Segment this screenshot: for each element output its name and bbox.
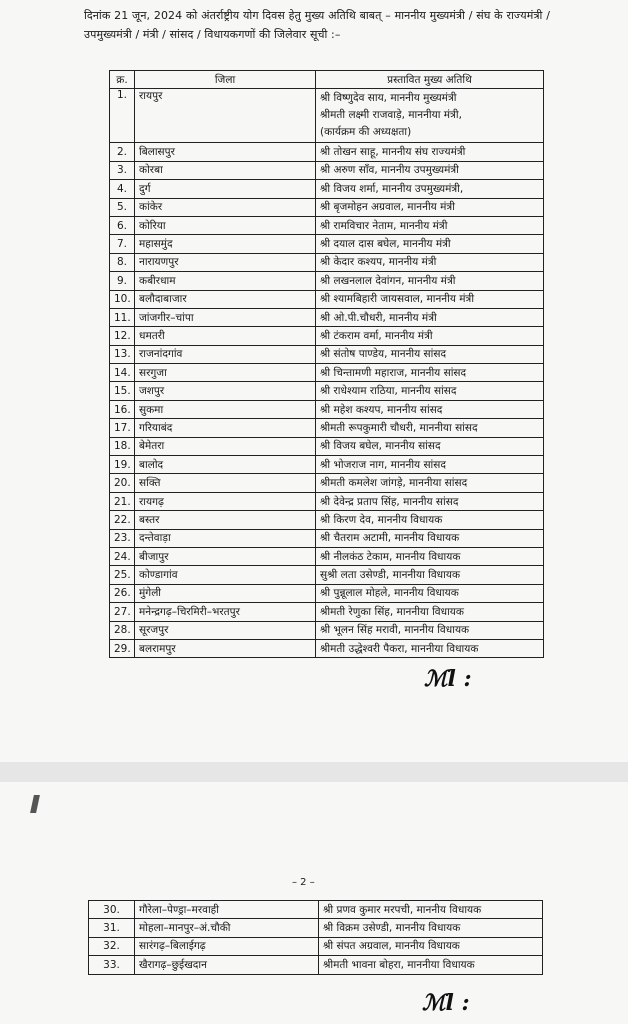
cell-district: कोण्डागांव [135, 566, 316, 584]
cell-sno: 30. [89, 901, 135, 919]
table-row [110, 180, 544, 198]
cell-guest: श्री पुन्नूलाल मोहले, माननीय विधायक [316, 584, 544, 602]
signature-1: ℳl : [424, 666, 472, 692]
district-guest-table [109, 70, 544, 658]
cell-sno: 22. [110, 511, 135, 529]
cell-district: सक्ति [135, 474, 316, 492]
cell-guest: श्री देवेन्द्र प्रताप सिंह, माननीय सांसद [316, 492, 544, 510]
cell-guest: श्री बृजमोहन अग्रवाल, माननीय मंत्री [316, 198, 544, 216]
cell-guest: श्री चैतराम अटामी, माननीय विधायक [316, 529, 544, 547]
table-row [110, 437, 544, 455]
cell-district: सरगुजा [135, 364, 316, 382]
table-header-row [110, 71, 544, 89]
table-row [89, 919, 543, 937]
table-row [110, 456, 544, 474]
table-row [110, 345, 544, 363]
cell-guest: श्री भोजराज नाग, माननीय सांसद [316, 456, 544, 474]
table-row [110, 327, 544, 345]
cell-guest: श्री प्रणव कुमार मरपची, माननीय विधायक [319, 901, 543, 919]
table-row [110, 216, 544, 234]
cell-sno: 10. [110, 290, 135, 308]
cell-sno: 5. [110, 198, 135, 216]
cell-district: रायपुर [135, 89, 316, 143]
cell-sno: 4. [110, 180, 135, 198]
cell-sno: 25. [110, 566, 135, 584]
cell-guest: श्री विक्रम उसेण्डी, माननीय विधायक [319, 919, 543, 937]
table-row [110, 547, 544, 565]
table-row [110, 492, 544, 510]
cell-sno: 8. [110, 253, 135, 271]
cell-guest [316, 89, 544, 143]
table-row [110, 621, 544, 639]
cell-district: कांकेर [135, 198, 316, 216]
cell-guest: श्री संतोष पाण्डेय, माननीय सांसद [316, 345, 544, 363]
cell-sno: 24. [110, 547, 135, 565]
table-row [110, 143, 544, 161]
cell-district: सूरजपुर [135, 621, 316, 639]
cell-guest: श्री विजय बघेल, माननीय सांसद [316, 437, 544, 455]
table-row [110, 89, 544, 143]
cell-sno: 11. [110, 308, 135, 326]
cell-sno: 7. [110, 235, 135, 253]
table-row [110, 272, 544, 290]
cell-district: राजनांदगांव [135, 345, 316, 363]
cell-district: दुर्ग [135, 180, 316, 198]
cell-guest: श्री लखनलाल देवांगन, माननीय मंत्री [316, 272, 544, 290]
header-district: जिला [135, 71, 316, 89]
cell-district: कोरबा [135, 161, 316, 179]
table-row [110, 253, 544, 271]
guest-line: श्रीमती लक्ष्मी राजवाड़े, माननीया मंत्री, [320, 109, 462, 122]
cell-district: मोहला–मानपुर–अं.चौकी [135, 919, 319, 937]
cell-guest: श्री नीलकंठ टेकाम, माननीय विधायक [316, 547, 544, 565]
table-row [110, 584, 544, 602]
cell-sno: 33. [89, 956, 135, 974]
cell-sno: 1. [110, 89, 135, 143]
cell-district: दन्तेवाड़ा [135, 529, 316, 547]
cell-sno: 18. [110, 437, 135, 455]
cell-sno: 13. [110, 345, 135, 363]
cell-guest: श्री चिन्तामणी महाराज, माननीय सांसद [316, 364, 544, 382]
cell-district: गौरेला–पेण्ड्रा–मरवाही [135, 901, 319, 919]
cell-guest: श्रीमती उद्धेश्वरी पैकरा, माननीया विधायक [316, 639, 544, 657]
cell-sno: 15. [110, 382, 135, 400]
cell-district: गरियाबंद [135, 419, 316, 437]
cell-guest: श्री संपत अग्रवाल, माननीय विधायक [319, 937, 543, 955]
table-row [110, 382, 544, 400]
cell-sno: 23. [110, 529, 135, 547]
cell-district: खैरागढ़–छुईखदान [135, 956, 319, 974]
table-row [110, 474, 544, 492]
table-row [110, 603, 544, 621]
guest-line: श्री विष्णुदेव साय, माननीय मुख्यमंत्री [320, 92, 457, 105]
table-row [110, 529, 544, 547]
cell-guest: श्री रामविचार नेताम, माननीय मंत्री [316, 216, 544, 234]
guest-line: (कार्यक्रम की अध्यक्षता) [320, 126, 412, 139]
table-row [110, 235, 544, 253]
cell-district: मुंगेली [135, 584, 316, 602]
cell-sno: 16. [110, 400, 135, 418]
cell-district: सारंगढ़–बिलाईगढ़ [135, 937, 319, 955]
cell-district: बलौदाबाजार [135, 290, 316, 308]
cell-sno: 14. [110, 364, 135, 382]
cell-district: रायगढ़ [135, 492, 316, 510]
cell-guest: श्री राधेश्याम राठिया, माननीय सांसद [316, 382, 544, 400]
cell-district: बिलासपुर [135, 143, 316, 161]
cell-guest: सुश्री लता उसेण्डी, माननीया विधायक [316, 566, 544, 584]
cell-sno: 2. [110, 143, 135, 161]
cell-guest: श्री महेश कश्यप, माननीय सांसद [316, 400, 544, 418]
table-row [110, 161, 544, 179]
cell-sno: 3. [110, 161, 135, 179]
cell-sno: 32. [89, 937, 135, 955]
cell-guest: श्रीमती रेणुका सिंह, माननीया विधायक [316, 603, 544, 621]
table-row [110, 364, 544, 382]
cell-sno: 31. [89, 919, 135, 937]
cell-sno: 9. [110, 272, 135, 290]
cell-guest: श्री किरण देव, माननीय विधायक [316, 511, 544, 529]
cell-district: जांजगीर–चांपा [135, 308, 316, 326]
cell-guest: श्री अरुण साँव, माननीय उपमुख्यमंत्री [316, 161, 544, 179]
intro-paragraph: दिनांक 21 जून, 2024 को अंतर्राष्ट्रीय योग दिवस हेतु मुख्य अतिथि बाबत् – माननीय मुख्यमंत्री / संघ के राज्यमंत्री / उपमुख्यमंत्री / मंत्री / सांसद / विधायकगणों की जिलेवार सूची :– [84, 9, 550, 41]
cell-district: महासमुंद [135, 235, 316, 253]
cell-district: कबीरधाम [135, 272, 316, 290]
district-guest-table-2 [88, 900, 543, 975]
cell-sno: 19. [110, 456, 135, 474]
cell-guest: श्रीमती भावना बोहरा, माननीया विधायक [319, 956, 543, 974]
table-row [110, 290, 544, 308]
cell-guest: श्री केदार कश्यप, माननीय मंत्री [316, 253, 544, 271]
page-gap [0, 762, 628, 782]
cell-district: जशपुर [135, 382, 316, 400]
cell-district: धमतरी [135, 327, 316, 345]
table-row [110, 400, 544, 418]
cell-guest: श्री टंकराम वर्मा, माननीय मंत्री [316, 327, 544, 345]
cell-guest: श्री श्यामबिहारी जायसवाल, माननीय मंत्री [316, 290, 544, 308]
header-guest: प्रस्तावित मुख्य अतिथि [316, 71, 544, 89]
cell-district: बेमेतरा [135, 437, 316, 455]
cell-sno: 12. [110, 327, 135, 345]
cell-guest: श्री दयाल दास बघेल, माननीय मंत्री [316, 235, 544, 253]
table-row [110, 511, 544, 529]
cell-sno: 26. [110, 584, 135, 602]
table-row [110, 198, 544, 216]
cell-district: बस्तर [135, 511, 316, 529]
cell-sno: 6. [110, 216, 135, 234]
cell-sno: 20. [110, 474, 135, 492]
cell-district: सुकमा [135, 400, 316, 418]
cell-sno: 21. [110, 492, 135, 510]
cell-sno: 29. [110, 639, 135, 657]
cell-guest: श्री तोखन साहू, माननीय संघ राज्यमंत्री [316, 143, 544, 161]
table-row [89, 937, 543, 955]
page-number: – 2 – [292, 877, 315, 888]
cell-sno: 17. [110, 419, 135, 437]
table-row [89, 956, 543, 974]
cell-sno: 28. [110, 621, 135, 639]
table-row [110, 566, 544, 584]
table-row [89, 901, 543, 919]
table-row [110, 419, 544, 437]
cell-guest: श्रीमती कमलेश जांगड़े, माननीया सांसद [316, 474, 544, 492]
cell-sno: 27. [110, 603, 135, 621]
cell-district: बालोद [135, 456, 316, 474]
table-row [110, 639, 544, 657]
cell-guest: श्रीमती रूपकुमारी चौधरी, माननीया सांसद [316, 419, 544, 437]
header-sno: क्र. [110, 71, 135, 89]
cell-guest: श्री ओ.पी.चौधरी, माननीय मंत्री [316, 308, 544, 326]
signature-2: ℳl : [422, 990, 470, 1016]
cell-guest: श्री भूलन सिंह मरावी, माननीय विधायक [316, 621, 544, 639]
cell-guest: श्री विजय शर्मा, माननीय उपमुख्यमंत्री, [316, 180, 544, 198]
cell-district: नारायणपुर [135, 253, 316, 271]
cell-district: कोरिया [135, 216, 316, 234]
cell-district: मनेन्द्रगढ़–चिरमिरी–भरतपुर [135, 603, 316, 621]
cell-district: बीजापुर [135, 547, 316, 565]
cell-district: बलरामपुर [135, 639, 316, 657]
table-row [110, 308, 544, 326]
